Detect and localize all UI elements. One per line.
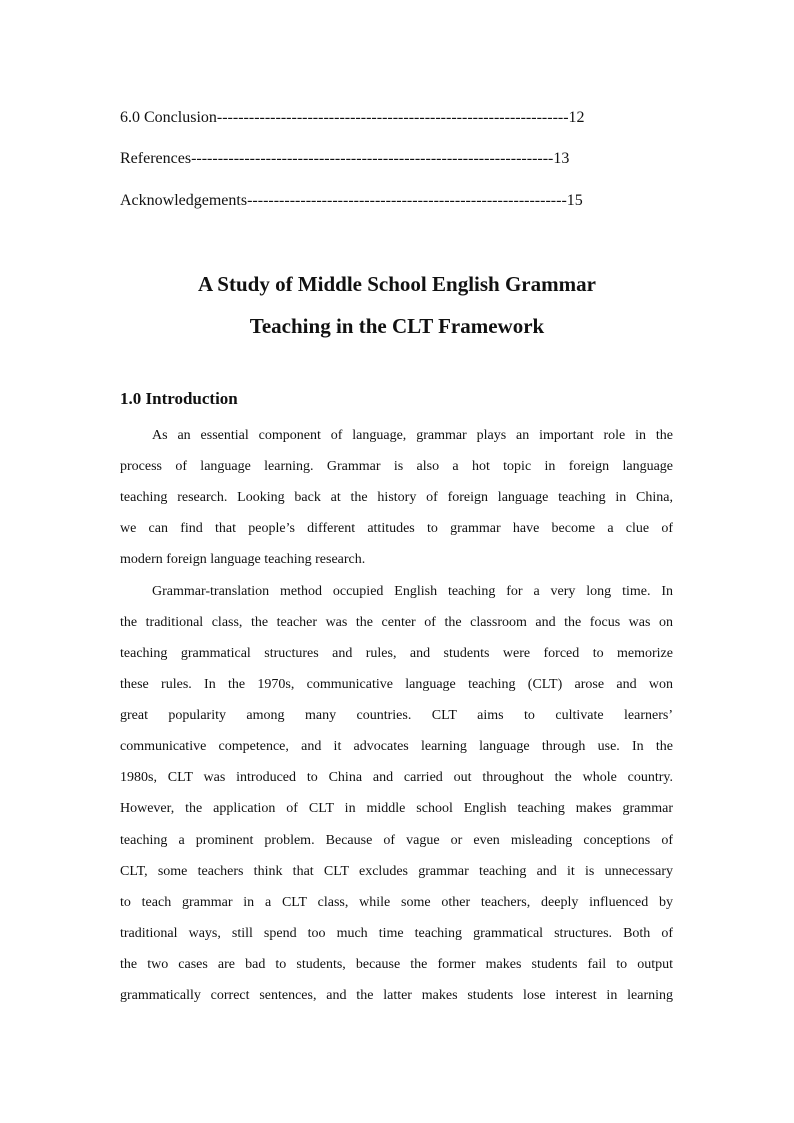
paragraph-2-line: traditional ways, still spend too much time teaching grammatical structures. Both of (120, 926, 673, 941)
paragraph-2-line: great popularity among many countries. CLT aims to cultivate learners’ (120, 708, 673, 723)
paragraph-2-line: teaching a prominent problem. Because of vague or even misleading conceptions of (120, 833, 673, 848)
paragraph-1-line: teaching research. Looking back at the history of foreign language teaching in China, (120, 490, 673, 505)
toc-entry-references: References--------------------------------------------------------------------13 (120, 150, 570, 167)
toc-entry-acknowledgements: Acknowledgements------------------------------------------------------------15 (120, 192, 583, 209)
paragraph-2-line: the two cases are bad to students, because the former makes students fail to output (120, 957, 673, 972)
paragraph-1-line: process of language learning. Grammar is also a hot topic in foreign language (120, 459, 673, 474)
toc-entry-conclusion: 6.0 Conclusion------------------------------------------------------------------12 (120, 109, 585, 126)
paragraph-2-line: communicative competence, and it advocates learning language through use. In the (120, 739, 673, 754)
paragraph-2-line: to teach grammar in a CLT class, while some other teachers, deeply influenced by (120, 895, 673, 910)
paragraph-1-line: we can find that people’s different attitudes to grammar have become a clue of (120, 521, 673, 536)
paragraph-2-line: grammatically correct sentences, and the latter makes students lose interest in learning (120, 988, 673, 1003)
paragraph-2-line: Grammar-translation method occupied English teaching for a very long time. In (152, 584, 673, 599)
paragraph-2-line: CLT, some teachers think that CLT excludes grammar teaching and it is unnecessary (120, 864, 673, 879)
paragraph-2-line: However, the application of CLT in middle school English teaching makes grammar (120, 801, 673, 816)
paper-title-line-1: A Study of Middle School English Grammar (198, 272, 596, 296)
paragraph-1-line: As an essential component of language, grammar plays an important role in the (152, 428, 673, 443)
paragraph-2-line: these rules. In the 1970s, communicative language teaching (CLT) arose and won (120, 677, 673, 692)
paragraph-2-line: the traditional class, the teacher was the center of the classroom and the focus was on (120, 615, 673, 630)
paragraph-2-line: teaching grammatical structures and rules, and students were forced to memorize (120, 646, 673, 661)
paper-title-line-2: Teaching in the CLT Framework (249, 314, 545, 338)
paragraph-2-line: 1980s, CLT was introduced to China and carried out throughout the whole country. (120, 770, 673, 785)
section-heading-introduction: 1.0 Introduction (120, 389, 238, 408)
paragraph-1-line: modern foreign language teaching research. (120, 552, 366, 567)
